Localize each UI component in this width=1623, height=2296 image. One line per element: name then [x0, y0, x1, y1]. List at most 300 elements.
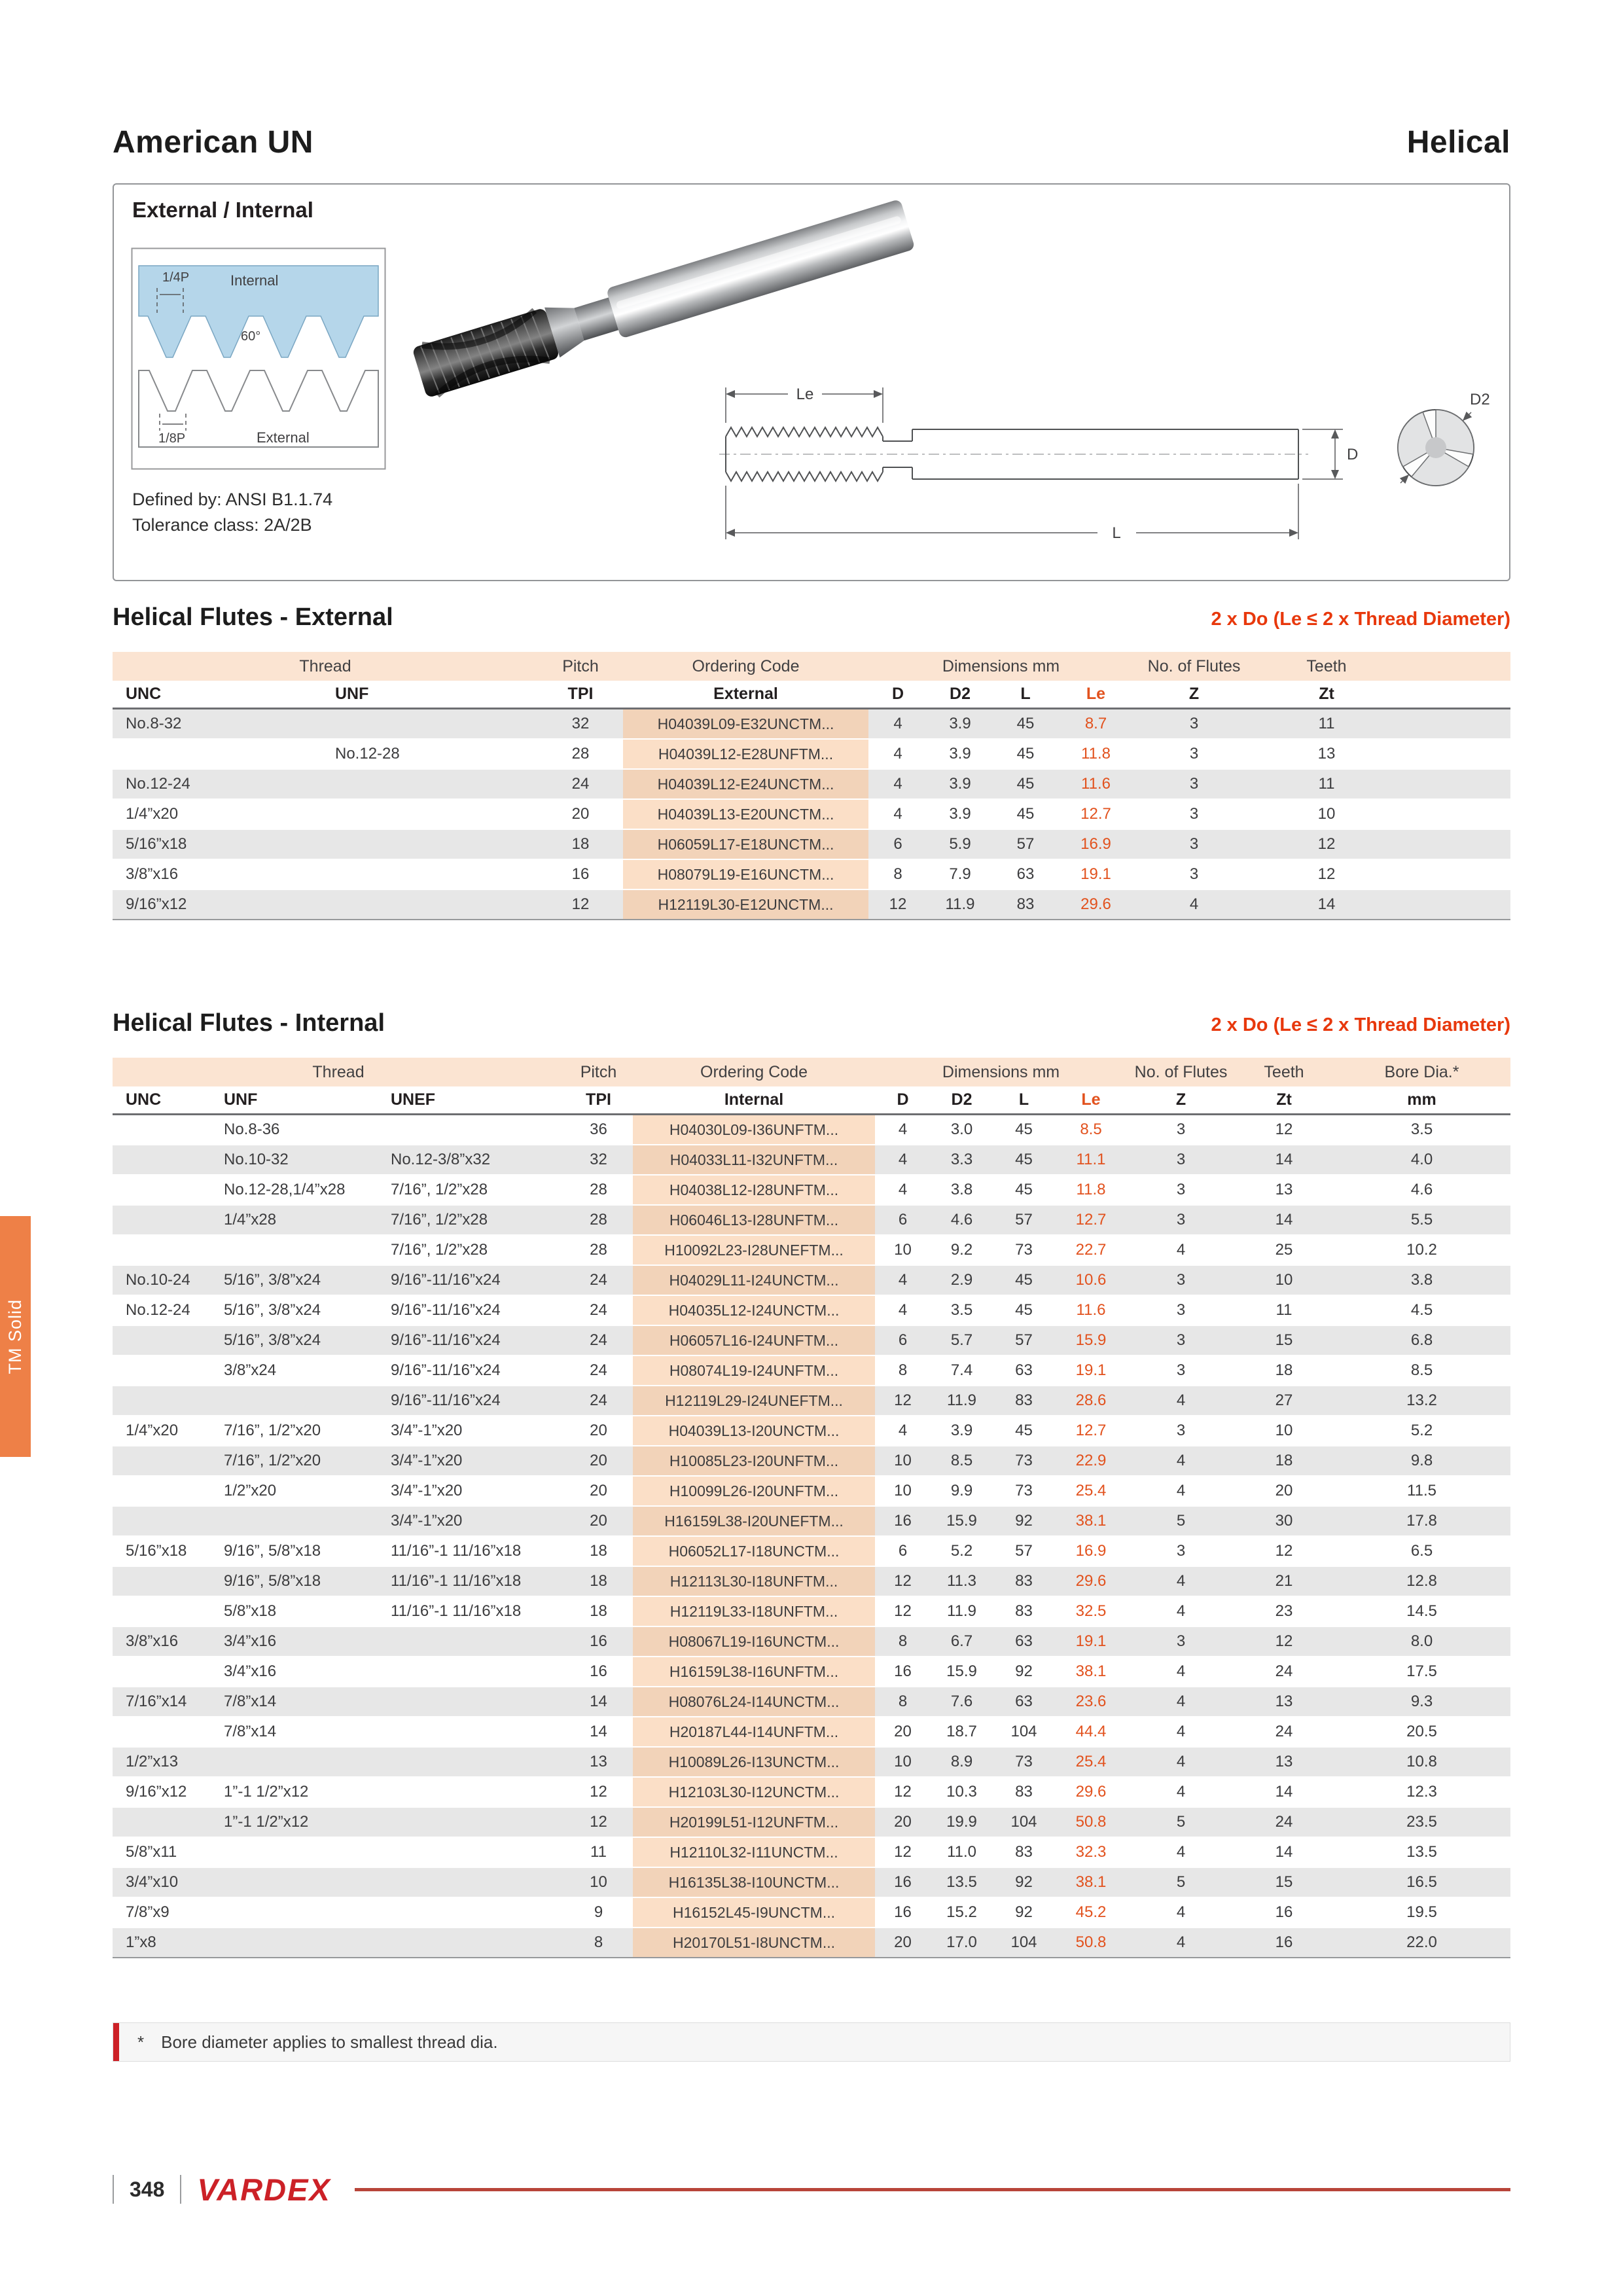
cell: 3/4”-1”x20	[378, 1416, 564, 1446]
cell	[378, 1868, 564, 1898]
cell	[113, 740, 322, 770]
cell: 19.9	[931, 1808, 993, 1838]
cell: 12.7	[1055, 1416, 1127, 1446]
group-teeth: Teeth	[1235, 1058, 1333, 1086]
cell: 12	[1255, 830, 1399, 860]
cell	[113, 1507, 211, 1537]
cell: 12.7	[1058, 800, 1133, 830]
cell: 24	[538, 770, 623, 800]
cell: 4	[875, 1416, 931, 1446]
cell: 4	[1127, 1778, 1235, 1808]
col-unf: UNF	[211, 1086, 378, 1115]
cell: 14	[1255, 890, 1399, 920]
cell: 4	[1127, 1717, 1235, 1748]
cell: 6.7	[931, 1627, 993, 1657]
col-le: Le	[1058, 681, 1133, 709]
group-bore: Bore Dia.*	[1333, 1058, 1510, 1086]
cell: 18.7	[931, 1717, 993, 1748]
cell: 5/16”, 3/8”x24	[211, 1266, 378, 1296]
cell: 83	[993, 1386, 1055, 1416]
cell: H12119L29-I24UNEFTM...	[633, 1386, 875, 1416]
cell: 20	[875, 1928, 931, 1958]
cell: 4	[1127, 1597, 1235, 1627]
table-row	[113, 1808, 1510, 1838]
cell: 12.3	[1333, 1778, 1510, 1808]
cell: 9/16”x12	[113, 890, 322, 920]
cell: 4	[868, 709, 927, 740]
cell: 8	[875, 1627, 931, 1657]
cell	[378, 1808, 564, 1838]
cell: No.8-32	[113, 709, 322, 740]
col-l: L	[993, 681, 1058, 709]
page-title-right: Helical	[1406, 125, 1510, 160]
cell: 10	[875, 1477, 931, 1507]
cell: 11.9	[931, 1597, 993, 1627]
internal-group-header-row	[113, 1058, 1510, 1086]
dimension-drawing	[716, 350, 1501, 569]
group-dimensions: Dimensions mm	[875, 1058, 1127, 1086]
cell	[113, 1326, 211, 1356]
cell: H12119L30-E12UNCTM...	[623, 890, 868, 920]
cell: 8	[875, 1356, 931, 1386]
cell: 92	[993, 1657, 1055, 1687]
cell: 104	[993, 1928, 1055, 1958]
cell: 4	[1127, 1446, 1235, 1477]
cell: 3	[1127, 1296, 1235, 1326]
cell: 14	[564, 1717, 633, 1748]
cell: 4.6	[931, 1206, 993, 1236]
cell: 104	[993, 1717, 1055, 1748]
cell: 45	[993, 1145, 1055, 1175]
cell: 11.5	[1333, 1477, 1510, 1507]
internal-section-title: Helical Flutes - Internal	[113, 1009, 385, 1037]
cell: 16	[875, 1868, 931, 1898]
cell: 4	[1127, 1567, 1235, 1597]
cell: 63	[993, 1627, 1055, 1657]
cell: 27	[1235, 1386, 1333, 1416]
cell	[378, 1717, 564, 1748]
group-thread: Thread	[113, 1058, 564, 1086]
cell: 11	[1255, 709, 1399, 740]
cell: 3	[1127, 1206, 1235, 1236]
col-unef: UNEF	[378, 1086, 564, 1115]
cell: 3/4”x10	[113, 1868, 211, 1898]
label-d: D	[1347, 446, 1359, 463]
cell: 9.9	[931, 1477, 993, 1507]
cell: 7/8”x14	[211, 1687, 378, 1717]
cell: 32	[538, 709, 623, 740]
table-row	[113, 1717, 1510, 1748]
cell: 25.4	[1055, 1748, 1127, 1778]
cell	[211, 1868, 378, 1898]
cell	[322, 890, 538, 920]
cell: 7/16”, 1/2”x28	[378, 1206, 564, 1236]
cell: 17.8	[1333, 1507, 1510, 1537]
cell: 3.8	[1333, 1266, 1510, 1296]
col-unf: UNF	[322, 681, 538, 709]
cell: 3/4”x16	[211, 1657, 378, 1687]
cell: 4	[868, 770, 927, 800]
cell: 9/16”-11/16”x24	[378, 1296, 564, 1326]
cell: 10	[875, 1748, 931, 1778]
cell: 3/4”-1”x20	[378, 1446, 564, 1477]
cell: 1/4”x20	[113, 800, 322, 830]
cell: 4.5	[1333, 1296, 1510, 1326]
cell: 4	[1127, 1236, 1235, 1266]
table-row	[113, 800, 1510, 830]
cell: 11.9	[931, 1386, 993, 1416]
cell: 16	[875, 1657, 931, 1687]
table-row	[113, 1416, 1510, 1446]
cell: 4.0	[1333, 1145, 1510, 1175]
col-zt: Zt	[1235, 1086, 1333, 1115]
cell	[113, 1597, 211, 1627]
cell: 11.6	[1055, 1296, 1127, 1326]
cell: 36	[564, 1115, 633, 1145]
cell: 104	[993, 1808, 1055, 1838]
table-row	[113, 1507, 1510, 1537]
cell: 73	[993, 1477, 1055, 1507]
cell: No.10-32	[211, 1145, 378, 1175]
external-section-title: Helical Flutes - External	[113, 603, 393, 631]
cell: 45	[993, 1296, 1055, 1326]
table-row	[113, 1296, 1510, 1326]
cell: 8.0	[1333, 1627, 1510, 1657]
cell	[113, 1145, 211, 1175]
cell: 14	[1235, 1145, 1333, 1175]
col-unc: UNC	[113, 1086, 211, 1115]
label-angle: 60°	[241, 329, 261, 344]
table-row	[113, 1778, 1510, 1808]
cell	[1399, 890, 1510, 920]
cell	[1399, 800, 1510, 830]
label-internal: Internal	[230, 272, 279, 289]
cell	[211, 1898, 378, 1928]
cell: No.12-3/8”x32	[378, 1145, 564, 1175]
cell: 16	[564, 1657, 633, 1687]
cell: H04039L09-E32UNCTM...	[623, 709, 868, 740]
cell: 4	[868, 800, 927, 830]
group-teeth: Teeth	[1255, 652, 1399, 681]
cell: 3/4”-1”x20	[378, 1507, 564, 1537]
table-row	[113, 1446, 1510, 1477]
cell: 11/16”-1 11/16”x18	[378, 1597, 564, 1627]
cell: H08076L24-I14UNCTM...	[633, 1687, 875, 1717]
cell: 9/16”-11/16”x24	[378, 1356, 564, 1386]
cell: 38.1	[1055, 1657, 1127, 1687]
cell: 3.8	[931, 1175, 993, 1206]
cell: 13	[1235, 1748, 1333, 1778]
cell: 45	[993, 1175, 1055, 1206]
cell: 6.8	[1333, 1326, 1510, 1356]
cell: 23.5	[1333, 1808, 1510, 1838]
cell: 12	[1235, 1537, 1333, 1567]
cell: 4	[1133, 890, 1255, 920]
cell: 12	[1255, 860, 1399, 890]
footnote-text	[119, 2032, 498, 2053]
cell	[322, 709, 538, 740]
group-thread: Thread	[113, 652, 538, 681]
cell: 18	[538, 830, 623, 860]
col-le: Le	[1055, 1086, 1127, 1115]
cell: 14	[1235, 1838, 1333, 1868]
cell: 3	[1127, 1416, 1235, 1446]
cell: 11.1	[1055, 1145, 1127, 1175]
cell	[113, 1477, 211, 1507]
label-l: L	[1112, 524, 1121, 542]
tool-shank	[606, 199, 916, 339]
cell: No.8-36	[211, 1115, 378, 1145]
cell: 1/2”x13	[113, 1748, 211, 1778]
cell	[113, 1657, 211, 1687]
cell: H04039L12-E28UNFTM...	[623, 740, 868, 770]
cell: 38.1	[1055, 1507, 1127, 1537]
page-header	[113, 124, 1510, 160]
cell: 3.3	[931, 1145, 993, 1175]
cell: 63	[993, 1687, 1055, 1717]
cell: 3.9	[931, 1416, 993, 1446]
cell: H08067L19-I16UNCTM...	[633, 1627, 875, 1657]
cell: 57	[993, 830, 1058, 860]
cell: 9/16”, 5/8”x18	[211, 1537, 378, 1567]
col-code: External	[623, 681, 868, 709]
cell: 3/8”x16	[113, 860, 322, 890]
cell: 15.2	[931, 1898, 993, 1928]
cell: 29.6	[1055, 1778, 1127, 1808]
cell: 5/8”x11	[113, 1838, 211, 1868]
cell: 45	[993, 800, 1058, 830]
page-title-left: American UN	[113, 125, 313, 160]
cell: H12119L33-I18UNFTM...	[633, 1597, 875, 1627]
cell: 13.2	[1333, 1386, 1510, 1416]
cell: 3.5	[931, 1296, 993, 1326]
cell: 5/8”x18	[211, 1597, 378, 1627]
cell: 13.5	[1333, 1838, 1510, 1868]
cell: 8	[875, 1687, 931, 1717]
cell: 3	[1127, 1326, 1235, 1356]
cell: 4	[1127, 1657, 1235, 1687]
table-row	[113, 740, 1510, 770]
cell: 15	[1235, 1868, 1333, 1898]
cell: H04033L11-I32UNFTM...	[633, 1145, 875, 1175]
overview-box	[113, 183, 1510, 581]
cell: 8	[564, 1928, 633, 1958]
cell: 5.7	[931, 1326, 993, 1356]
label-external: External	[257, 429, 310, 446]
cell: 3	[1127, 1537, 1235, 1567]
cell: H10089L26-I13UNCTM...	[633, 1748, 875, 1778]
cell	[113, 1386, 211, 1416]
table-row	[113, 860, 1510, 890]
cell: H04039L13-E20UNCTM...	[623, 800, 868, 830]
cell: 24	[1235, 1808, 1333, 1838]
cell: 9/16”-11/16”x24	[378, 1326, 564, 1356]
external-table	[113, 652, 1510, 920]
cell: 12	[875, 1386, 931, 1416]
cell: 9.8	[1333, 1446, 1510, 1477]
cell	[1399, 860, 1510, 890]
cell: 13	[1235, 1687, 1333, 1717]
table-row	[113, 1567, 1510, 1597]
cell: 11	[1235, 1296, 1333, 1326]
table-row	[113, 1537, 1510, 1567]
external-column-header-row	[113, 681, 1510, 709]
cell: 9/16”x12	[113, 1778, 211, 1808]
internal-column-header-row	[113, 1086, 1510, 1115]
cell	[1399, 709, 1510, 740]
cell	[1399, 830, 1510, 860]
col-zt: Zt	[1255, 681, 1399, 709]
table-row	[113, 1175, 1510, 1206]
cell: 13	[564, 1748, 633, 1778]
cell: 19.1	[1058, 860, 1133, 890]
cell: 73	[993, 1236, 1055, 1266]
cell: 10	[875, 1446, 931, 1477]
cell: 18	[1235, 1446, 1333, 1477]
cell: 3/8”x16	[113, 1627, 211, 1657]
cell: 32.5	[1055, 1597, 1127, 1627]
cell: 45.2	[1055, 1898, 1127, 1928]
cell: 15.9	[931, 1507, 993, 1537]
cell	[113, 1236, 211, 1266]
table-row	[113, 1326, 1510, 1356]
cell: 5/16”, 3/8”x24	[211, 1296, 378, 1326]
footnote-accent-bar	[113, 2023, 119, 2061]
cell: 45	[993, 1266, 1055, 1296]
cell	[211, 1386, 378, 1416]
cell: 5/16”x18	[113, 1537, 211, 1567]
cell: 15.9	[931, 1657, 993, 1687]
cell: 10	[1235, 1416, 1333, 1446]
cell: No.10-24	[113, 1266, 211, 1296]
cell: H04039L12-E24UNCTM...	[623, 770, 868, 800]
cell: H06052L17-I18UNCTM...	[633, 1537, 875, 1567]
cell: 9/16”-11/16”x24	[378, 1386, 564, 1416]
cell: 3/4”x16	[211, 1627, 378, 1657]
cell: 9/16”, 5/8”x18	[211, 1567, 378, 1597]
cell: 9.2	[931, 1236, 993, 1266]
cell: 4.6	[1333, 1175, 1510, 1206]
cell	[113, 1808, 211, 1838]
cell: 1/4”x20	[113, 1416, 211, 1446]
cell: 14.5	[1333, 1597, 1510, 1627]
cell: 83	[993, 1838, 1055, 1868]
cell: 10.8	[1333, 1748, 1510, 1778]
cell: 5	[1127, 1868, 1235, 1898]
label-quarter-pitch: 1/4P	[162, 270, 190, 285]
cell	[1399, 770, 1510, 800]
cell: 21	[1235, 1567, 1333, 1597]
cell: H06057L16-I24UNFTM...	[633, 1326, 875, 1356]
footer-rule	[355, 2188, 1510, 2191]
cell	[211, 1748, 378, 1778]
cell: 4	[868, 740, 927, 770]
cell: 20	[564, 1416, 633, 1446]
group-ordering-code: Ordering Code	[623, 652, 868, 681]
cell: 16.5	[1333, 1868, 1510, 1898]
table-row	[113, 770, 1510, 800]
cell	[113, 1356, 211, 1386]
cell: 24	[564, 1326, 633, 1356]
cell: H16152L45-I9UNCTM...	[633, 1898, 875, 1928]
cell: 3	[1133, 830, 1255, 860]
cell: 25.4	[1055, 1477, 1127, 1507]
col-l: L	[993, 1086, 1055, 1115]
cell: 4	[875, 1266, 931, 1296]
side-tab-tm-solid	[0, 1216, 31, 1457]
cell: H04030L09-I36UNFTM...	[633, 1115, 875, 1145]
table-row	[113, 1687, 1510, 1717]
cell	[322, 830, 538, 860]
external-section-note: 2 x Do (Le ≤ 2 x Thread Diameter)	[1211, 609, 1510, 630]
cell: 3	[1133, 770, 1255, 800]
cell	[378, 1657, 564, 1687]
cell: 28	[538, 740, 623, 770]
cell	[322, 860, 538, 890]
cell: 5.2	[1333, 1416, 1510, 1446]
cell: 23.6	[1055, 1687, 1127, 1717]
cell: 8.5	[931, 1446, 993, 1477]
cell: 3	[1127, 1266, 1235, 1296]
cell: 14	[1235, 1206, 1333, 1236]
cell: 11.6	[1058, 770, 1133, 800]
cell	[211, 1507, 378, 1537]
cell: 19.1	[1055, 1627, 1127, 1657]
cell: 24	[1235, 1717, 1333, 1748]
cell: 9	[564, 1898, 633, 1928]
table-row	[113, 1868, 1510, 1898]
cell	[378, 1687, 564, 1717]
cell: 3.5	[1333, 1115, 1510, 1145]
cell: 12	[1235, 1627, 1333, 1657]
group-ordering-code: Ordering Code	[633, 1058, 875, 1086]
cell: 30	[1235, 1507, 1333, 1537]
cell: 16	[1235, 1898, 1333, 1928]
cell: 12	[564, 1808, 633, 1838]
group-pitch: Pitch	[564, 1058, 633, 1086]
group-dimensions: Dimensions mm	[868, 652, 1133, 681]
cell: H12103L30-I12UNCTM...	[633, 1778, 875, 1808]
cell: H04039L13-I20UNCTM...	[633, 1416, 875, 1446]
cell: 3	[1133, 800, 1255, 830]
cell: 1/4”x28	[211, 1206, 378, 1236]
cell: 11	[1255, 770, 1399, 800]
group-flutes: No. of Flutes	[1133, 652, 1255, 681]
cell: 12	[564, 1778, 633, 1808]
cell: 18	[564, 1537, 633, 1567]
cell: 28	[564, 1206, 633, 1236]
cell: 14	[564, 1687, 633, 1717]
cell: 1”-1 1/2”x12	[211, 1778, 378, 1808]
cell: 8.5	[1055, 1115, 1127, 1145]
cell: H12110L32-I11UNCTM...	[633, 1838, 875, 1868]
cell	[113, 1175, 211, 1206]
cell: 32	[564, 1145, 633, 1175]
cell: 11.3	[931, 1567, 993, 1597]
thread-profile-diagram	[131, 247, 386, 470]
cell: 7.6	[931, 1687, 993, 1717]
cell: H06059L17-E18UNCTM...	[623, 830, 868, 860]
cell: 5.5	[1333, 1206, 1510, 1236]
cell: 6	[875, 1537, 931, 1567]
cell	[1399, 740, 1510, 770]
cell: 92	[993, 1898, 1055, 1928]
cell: H10085L23-I20UNFTM...	[633, 1446, 875, 1477]
cell: 3.9	[927, 740, 993, 770]
cell: 16	[875, 1898, 931, 1928]
cell: 25	[1235, 1236, 1333, 1266]
cell: 63	[993, 860, 1058, 890]
